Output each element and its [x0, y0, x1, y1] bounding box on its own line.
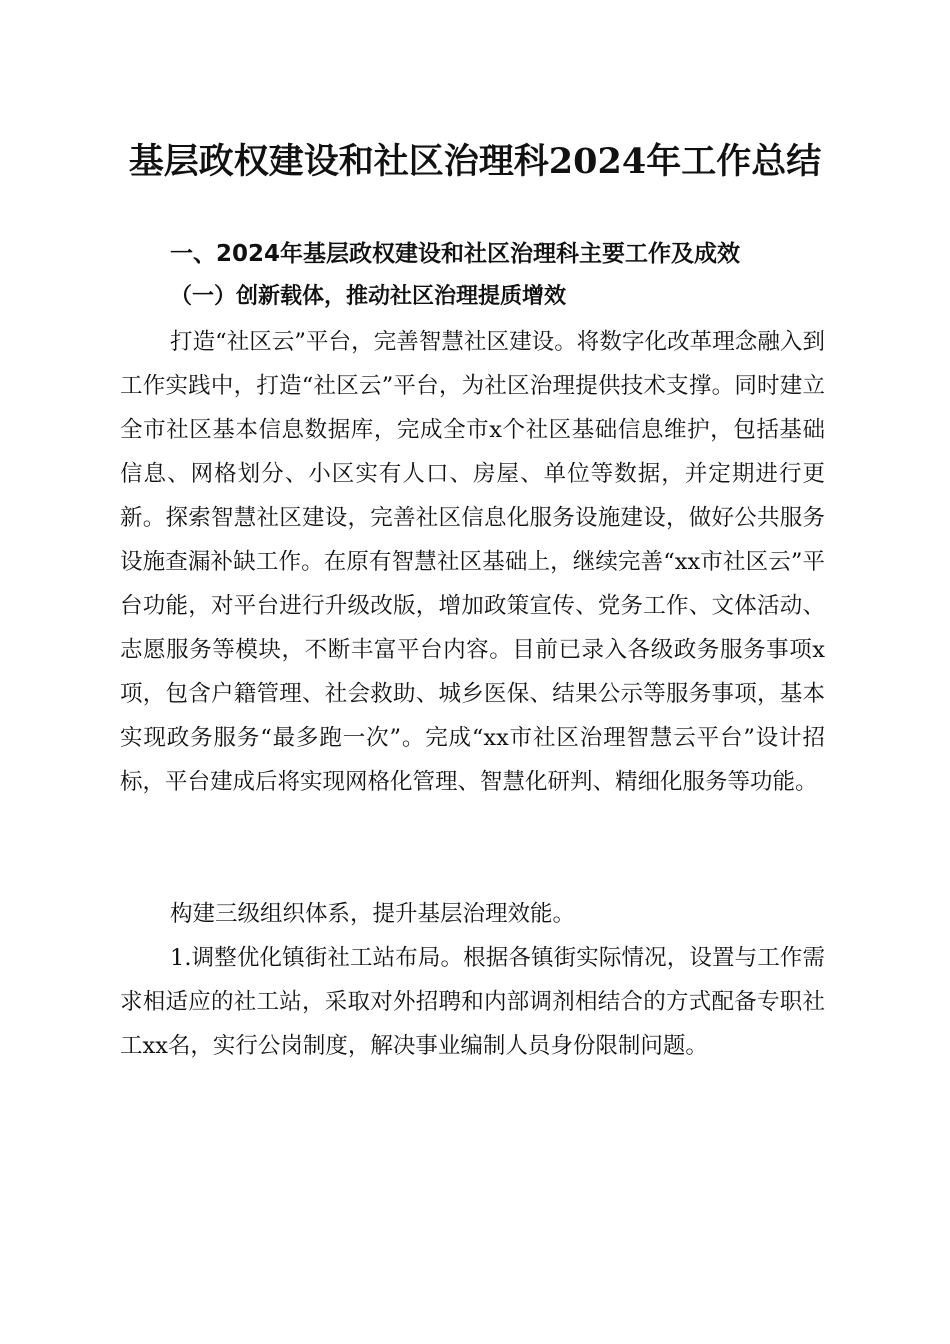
- section-heading: 一、2024年基层政权建设和社区治理科主要工作及成效: [170, 241, 741, 267]
- subsection-heading: （一）创新载体，推动社区治理提质增效: [170, 284, 567, 309]
- paragraph-three-level-system: 构建三级组织体系，提升基层治理效能。: [170, 901, 576, 927]
- document-title: 基层政权建设和社区治理科2024年工作总结: [128, 141, 822, 182]
- paragraph-social-work-stations: 1.调整优化镇街社工站布局。根据各镇街实际情况，设置与工作需求相适应的社工站，采取对外招聘和内部调剂相结合的方式配备专职社工xx名，实行公岗制度，解决事业编制人员身份限制问题。: [120, 945, 825, 1059]
- paragraph-community-cloud: 打造“社区云”平台，完善智慧社区建设。将数字化改革理念融入到工作实践中，打造“社区云”平台，为社区治理提供技术支撑。同时建立全市社区基本信息数据库，完成全市x个社区基础信息维护，包括基础信息、网格划分、小区实有人口、房屋、单位等数据，并定期进行更新。探索智慧社区建设，完善社区信息化服务设施建设，做好公共服务设施查漏补缺工作。在原有智慧社区基础上，继续完善“xx市社区云”平台功能，对平台进行升级改版，增加政策宣传、党务工作、文体活动、志愿服务等模块，不断丰富平台内容。目前已录入各级政务服务事项x项，包含户籍管理、社会救助、城乡医保、结果公示等服务事项，基本实现政务服务“最多跑一次”。完成“xx市社区治理智慧云平台”设计招标，平台建成后将实现网格化管理、智慧化研判、精细化服务等功能。: [120, 329, 825, 795]
